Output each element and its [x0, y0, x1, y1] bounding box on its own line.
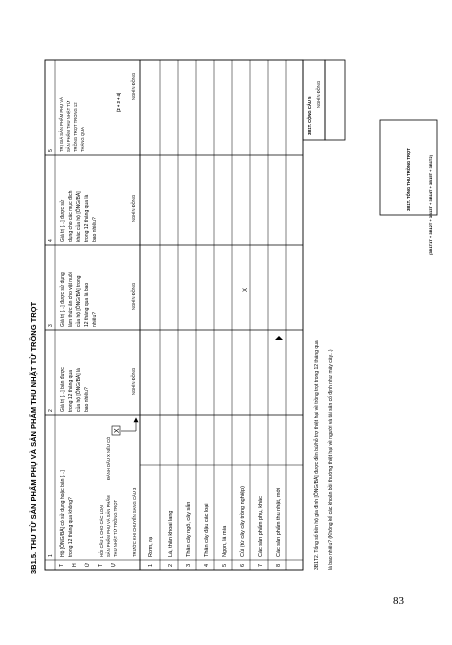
check-mark: X [114, 428, 121, 433]
skip-instruction: TRƯỚC KHI CHUYỂN SANG CÂU 3 [132, 487, 137, 557]
totals-text [307, 81, 321, 135]
row-label: Các sản phẩm phụ, khác [258, 496, 264, 557]
column-number: 5 [48, 149, 54, 152]
column-question-line: nhiêu? [92, 311, 98, 327]
column-question-line: bao nhiêu? [84, 387, 90, 412]
stub-question-line: Hộ [ÔNG/BÀ] có sử dụng hoặc bán [...] [60, 470, 66, 557]
header-col-5 [48, 73, 136, 152]
total-unit: NGHÌN ĐỒNG [316, 80, 321, 108]
column-question-line: Giá trị [...] bán được [60, 367, 66, 412]
row-number: 7 [258, 563, 264, 567]
column-question-line: dụng cho các mục đích [68, 190, 74, 242]
table-body [148, 486, 282, 567]
stub-letter: Ứ [85, 562, 91, 567]
column-unit: NGHÌN ĐỒNG [131, 72, 136, 100]
row-label: Các sản phẩm thu nhặt, mới [276, 487, 282, 557]
cell-mark: X [243, 287, 249, 292]
stub-letter: T [98, 563, 104, 567]
column-question-line: của hộ [ÔNG/BÀ] trong [76, 275, 82, 327]
column-question-line: Giá trị [...] được sử [60, 199, 66, 242]
row-label: Củi (từ cây cây trồng nghiệp) [240, 486, 246, 557]
column-number: 4 [48, 239, 54, 242]
column-number: 2 [48, 409, 54, 412]
skip-arrow-icon [121, 418, 138, 431]
column-question-line: Giá trị [...] được sử dụng [60, 272, 66, 327]
total-label: 3B1T. CỘNG CÂU 5 [307, 96, 312, 135]
column-question-line: 12 tháng qua là bao [84, 282, 90, 327]
column-question-line: THÁNG QUA [80, 127, 85, 152]
stub-instruction-line: THU NHẶT TỪ TRỒNG TRỌT [113, 499, 118, 557]
column-question-line: khác của hộ [ÔNG/BÀ] [76, 191, 82, 242]
grand-total-label: 3B1T. TỔNG THU TRỒNG TRỌT [406, 148, 411, 211]
row-number: 3 [186, 563, 192, 567]
row-label: Rơm, rạ [148, 536, 154, 557]
column-question-line: TRỒNG TRỌT TRONG 12 [73, 102, 78, 152]
row-number: 4 [204, 563, 210, 567]
row-label: Ngọn, lá mía [222, 525, 228, 557]
row-number: 8 [276, 563, 282, 567]
stub-letter: T [59, 563, 65, 567]
stub-question-line: trong 12 tháng qua không? [68, 497, 74, 557]
stub-instruction-line: SẢN PHẨM PHỤ VÀ SẢN PHẨM [106, 495, 111, 557]
header-col-4 [48, 190, 136, 242]
column-question-line: bao nhiêu? [92, 217, 98, 242]
column-question-line: trong 12 tháng qua [68, 370, 74, 412]
row-label: Thân cây ngô, cây sắn [186, 501, 192, 557]
column-question-line: SẢN PHẨM THU NHẶT TỪ [66, 100, 71, 152]
row-number: 5 [222, 563, 228, 567]
header-col-3 [48, 272, 136, 327]
column-question-line: trong 12 tháng qua là [84, 194, 90, 242]
column-formula: (2 + 3 + 4) [116, 92, 121, 112]
check-instruction: ĐÁNH DẤU X NẾU CÓ [106, 436, 111, 480]
footnote [313, 340, 334, 570]
stub-letter: Ự [111, 562, 117, 567]
header-col-2 [48, 367, 136, 412]
grand-total-formula: (3B1T1T + 3B12T + 3B13T + 3B14T + 3B15T + 3B1T2) [428, 155, 433, 255]
column-unit: NGHÌN ĐỒNG [131, 367, 136, 395]
column-question-line: của hộ [ÔNG/BÀ] là [76, 368, 82, 412]
row-label: Thân cây đậu các loại [204, 503, 210, 557]
column-number: 3 [48, 324, 54, 327]
stub-instruction-line: HỎI CẦU 1 CHO CÁC LOẠI [99, 504, 104, 557]
triangle-marker-icon [275, 336, 283, 340]
column-number: 1 [48, 554, 54, 557]
row-number: 2 [168, 563, 174, 567]
stub-letters [59, 562, 117, 567]
row-number: 1 [148, 563, 154, 567]
stub-letter: H [72, 563, 78, 567]
column-question-line: TRỊ GIÁ SẢN PHẨM PHỤ VÀ [59, 97, 64, 152]
column-question-line: làm thức ăn cho vật nuôi [68, 272, 74, 327]
footnote-line: 3B1T2. Tổng số tiền hộ gia đình [ÔNG/BÀ] được đền bù/hỗ trợ thiệt hại về trồng trọt trong 12 tháng qua [314, 340, 320, 570]
page-number: 83 [393, 595, 404, 607]
row-number: 6 [240, 563, 246, 567]
column-unit: NGHÌN ĐỒNG [131, 194, 136, 222]
column-unit: NGHÌN ĐỒNG [131, 282, 136, 310]
section-title: 3B1.5. THU TỪ SẢN PHẨM PHỤ VÀ SẢN PHẨM THU NHẶT TỪ TRỒNG TRỌT [29, 301, 38, 574]
footnote-line: là bao nhiêu? (Không kể các khoản bồi thường thiệt hại về người và tài sản cố định như máy cày...) [328, 349, 334, 570]
row-label: Lá, thân khoai lang [168, 510, 174, 557]
stub-header [48, 436, 137, 557]
